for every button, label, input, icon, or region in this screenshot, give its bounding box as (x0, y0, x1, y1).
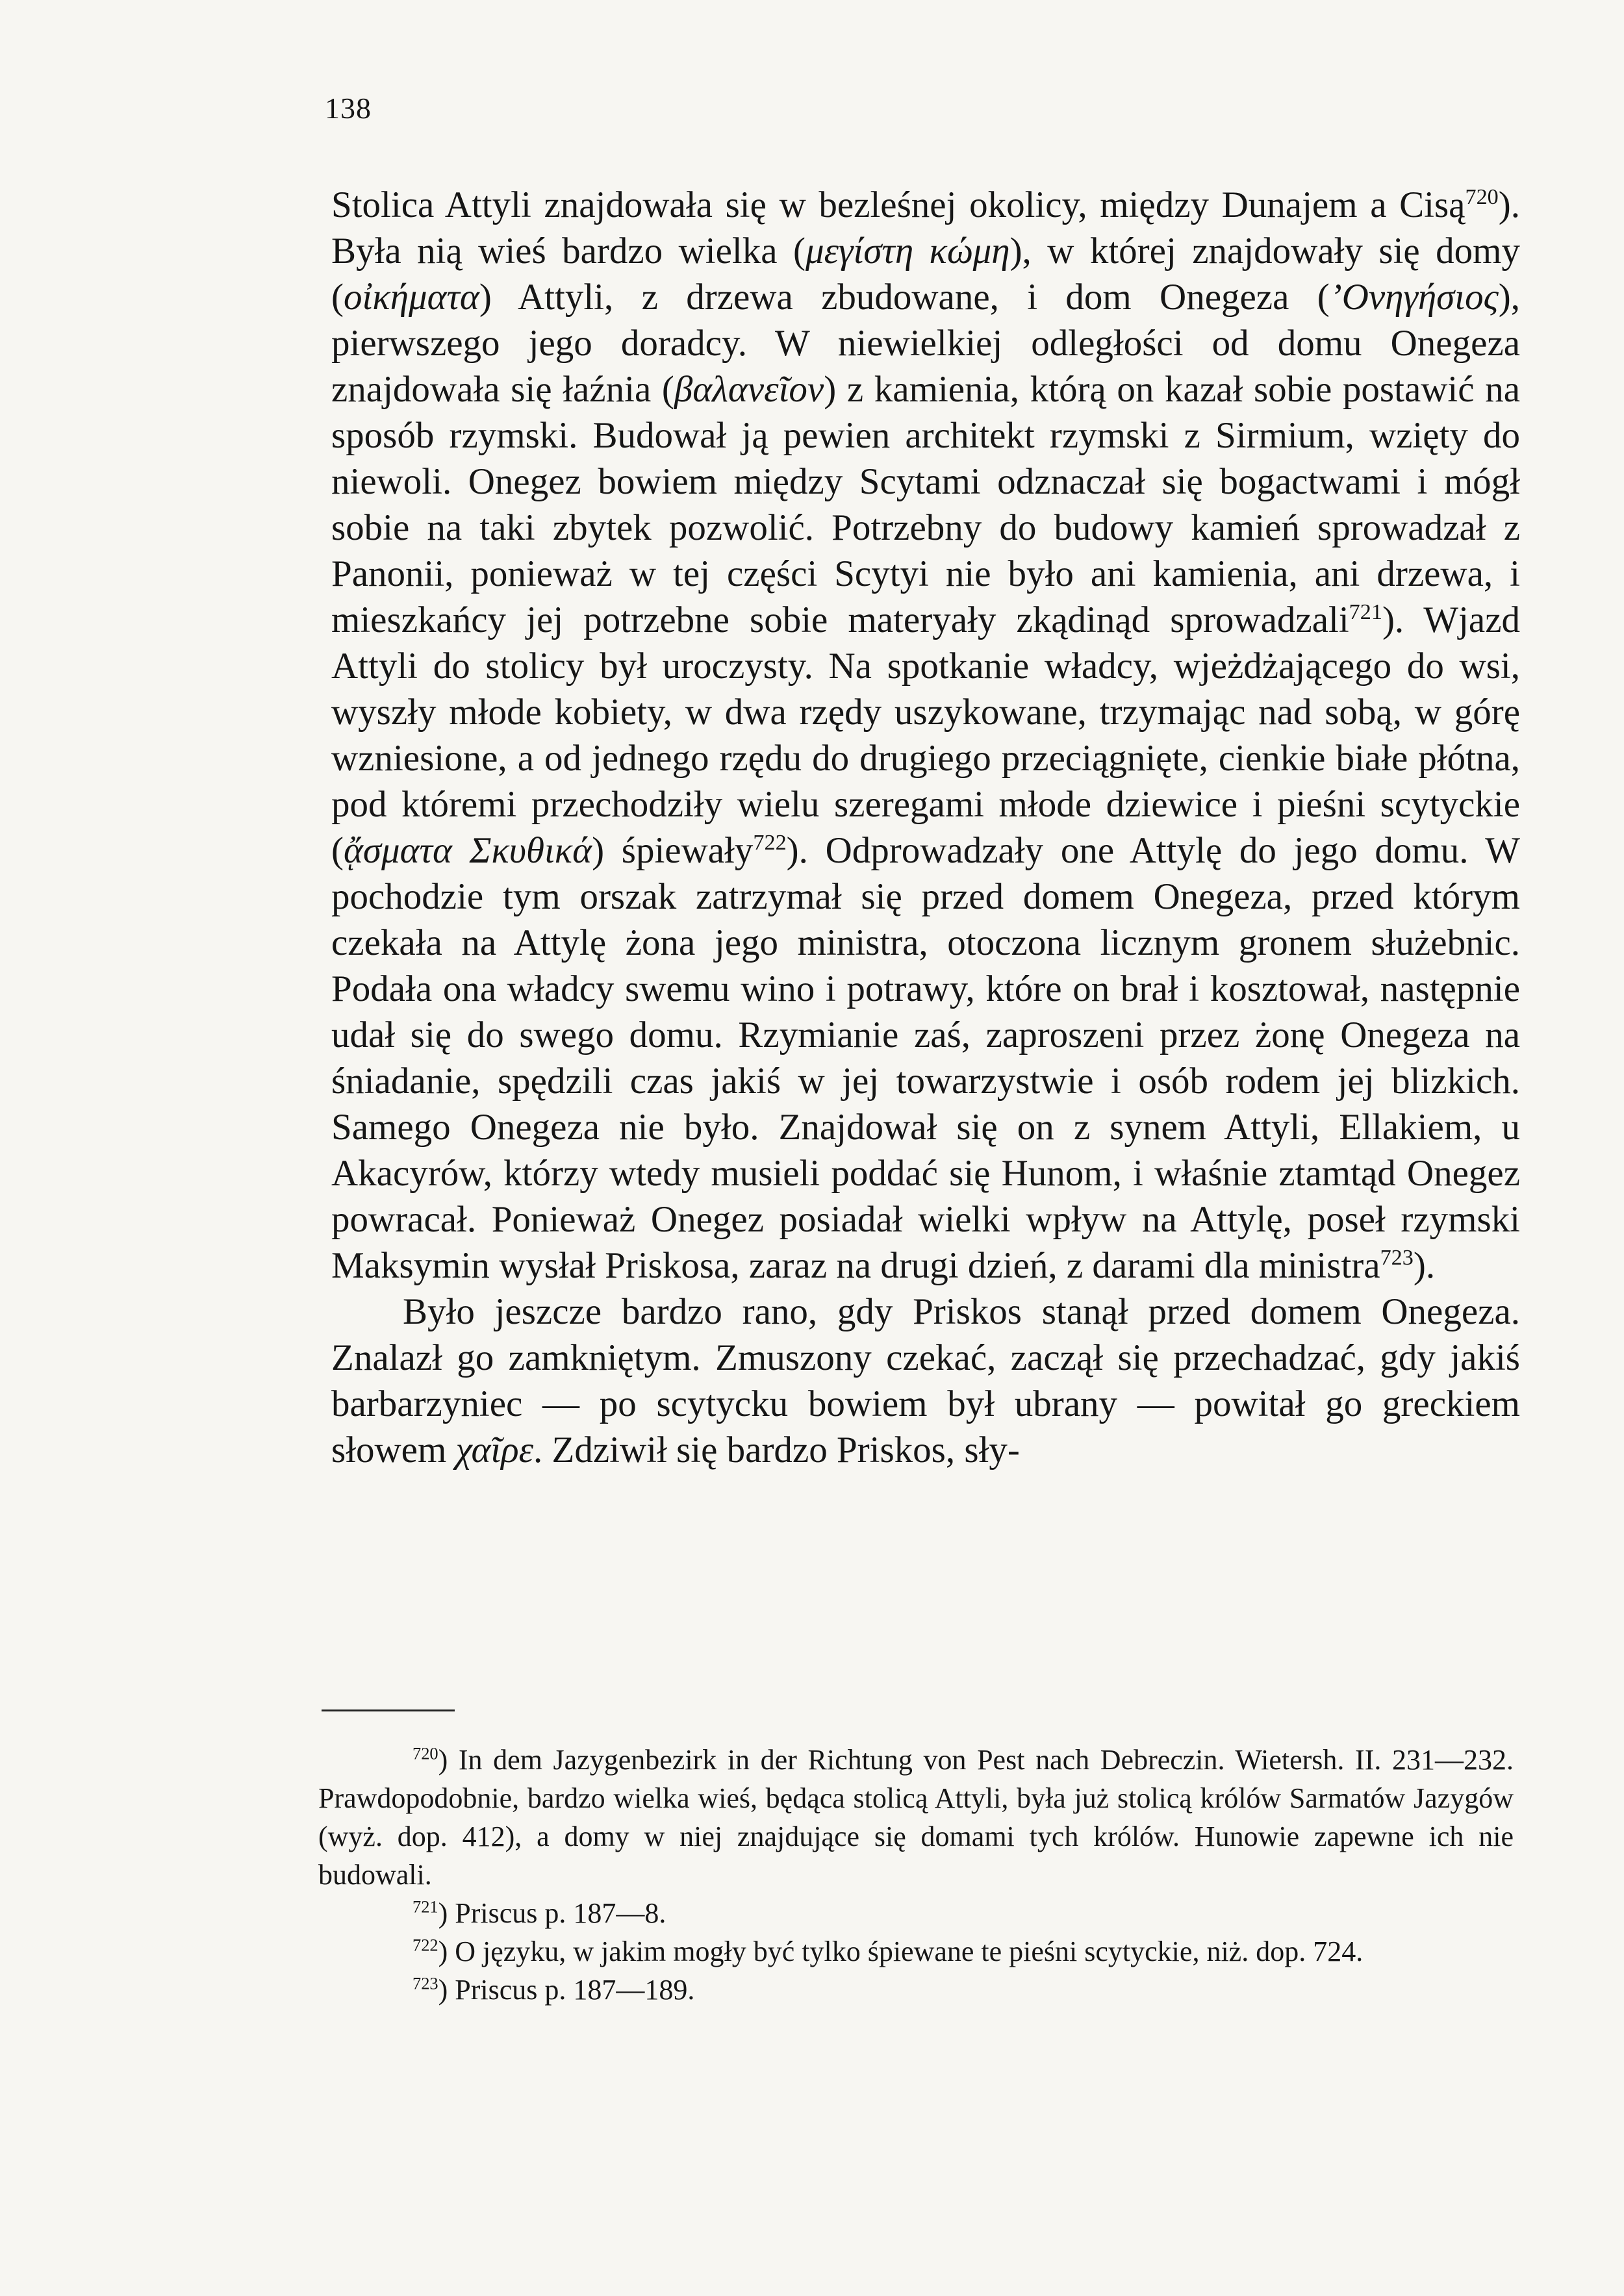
footnote-text: ) In dem Jazygenbezirk in der Richtung von Pest nach Debreczin. Wietersh. II. 231—232. Prawdopodobnie, bardzo wielka wieś, będąca stolicą Attyli, była już stolicą królów Sarmatów Jazygów (wyż. dop. 412), a domy w niej znajdujące się domami tych królów. Hunowie zapewne ich nie budowali. (318, 1744, 1514, 1891)
footnote-number: 722 (412, 1935, 438, 1955)
footnote-reference: 721 (1349, 600, 1382, 624)
text-run: ). Była nią wieś bardzo wielka ( (331, 184, 1520, 271)
footnotes (318, 1741, 1514, 2009)
footnote-number: 723 (412, 1973, 438, 1993)
footnote-reference: 722 (753, 831, 787, 855)
text-run: Stolica Attyli znajdowała się w bezleśnej okolicy, między Dunajem a Cisą (331, 184, 1465, 225)
text-run: . Zdziwił się bardzo Priskos, sły- (533, 1430, 1020, 1470)
footnote (318, 1894, 1514, 1932)
text-run: ), pierwszego jego doradcy. W niewielkiej odległości od domu Onegeza znajdowała się łaźnia ( (331, 277, 1520, 410)
footnote (318, 1932, 1514, 1971)
footnote-number: 720 (412, 1743, 438, 1763)
footnote-reference: 720 (1465, 185, 1499, 209)
text-run: Było jeszcze bardzo rano, gdy Priskos stanął przed domem Onegeza. Znalazł go zamkniętym. Zmuszony czekać, zaczął się przechadzać, gdy jakiś barbarzyniec — po scytycku bowiem był ubrany — powitał go greckiem słowem (331, 1291, 1520, 1470)
greek-phrase: ’Ονηγήσιος (1329, 277, 1499, 318)
page-number: 138 (325, 92, 372, 125)
greek-phrase: οἰκήματα (343, 277, 479, 318)
footnote-text: ) Priscus p. 187—8. (438, 1897, 666, 1929)
footnote (318, 1741, 1514, 1894)
text-run: ). Odprowadzały one Attylę do jego domu. W pochodzie tym orszak zatrzymał się przed domem Onegeza, przed którym czekała na Attylę żona jego ministra, otoczona licznym gronem służebnic. Podała ona władcy swemu wino i potrawy, które on brał i kosztował, następnie udał się do swego domu. Rzymianie zaś, zaproszeni przez żonę Onegeza na śniadanie, spędzili czas jakiś w jej towarzystwie i osób rodem jej blizkich. Samego Onegeza nie było. Znajdował się on z synem Attyli, Ellakiem, u Akacyrów, którzy wtedy musieli poddać się Hunom, i właśnie ztamtąd Onegez powracał. Ponieważ Onegez posiadał wielki wpływ na Attylę, poseł rzymski Maksymin wysłał Priskosa, zaraz na drugi dzień, z darami dla ministra (331, 830, 1520, 1286)
footnote-reference: 723 (1380, 1246, 1414, 1270)
greek-phrase: χαῖρε (455, 1430, 534, 1470)
text-run: ). (1413, 1245, 1436, 1286)
footnote-number: 721 (412, 1897, 438, 1917)
text-run: ), w której znajdowały się domy ( (331, 231, 1520, 318)
text-run: ) z kamienia, którą on kazał sobie postawić na sposób rzymski. Budował ją pewien architekt rzymski z Sirmium, wzięty do niewoli. Onegez bowiem między Scytami odznaczał się bogactwami i mógł sobie na taki zbytek pozwolić. Potrzebny do budowy kamień sprowadzał z Panonii, ponieważ w tej części Scytyi nie było ani kamienia, ani drzewa, i mieszkańcy jej potrzebne sobie materyały zkądinąd sprowadzali (331, 369, 1520, 640)
main-text (331, 182, 1520, 1473)
text-run: ) Attyli, z drzewa zbudowane, i dom Onegeza ( (479, 277, 1330, 318)
greek-phrase: ᾄσματα Σκυθικά (343, 830, 592, 871)
footnote-divider (322, 1709, 455, 1711)
greek-phrase: βαλανεῖον (674, 369, 824, 410)
text-run: ) śpiewały (592, 830, 754, 871)
greek-phrase: μεγίστη κώμη (805, 231, 1010, 271)
paragraph (331, 182, 1520, 1289)
footnote-text: ) O języku, w jakim mogły być tylko śpiewane te pieśni scytyckie, niż. dop. 724. (438, 1936, 1364, 1967)
text-run: ). Wjazd Attyli do stolicy był uroczysty. Na spotkanie władcy, wjeżdżającego do wsi, wyszły młode kobiety, w dwa rzędy uszykowane, trzymając nad sobą, w górę wzniesione, a od jednego rzędu do drugiego przeciągnięte, cienkie białe płótna, pod któremi przechodziły wielu szeregami młode dziewice i pieśni scytyckie ( (331, 599, 1520, 871)
footnote (318, 1971, 1514, 2009)
footnote-text: ) Priscus p. 187—189. (438, 1974, 695, 2006)
paragraph (331, 1289, 1520, 1473)
